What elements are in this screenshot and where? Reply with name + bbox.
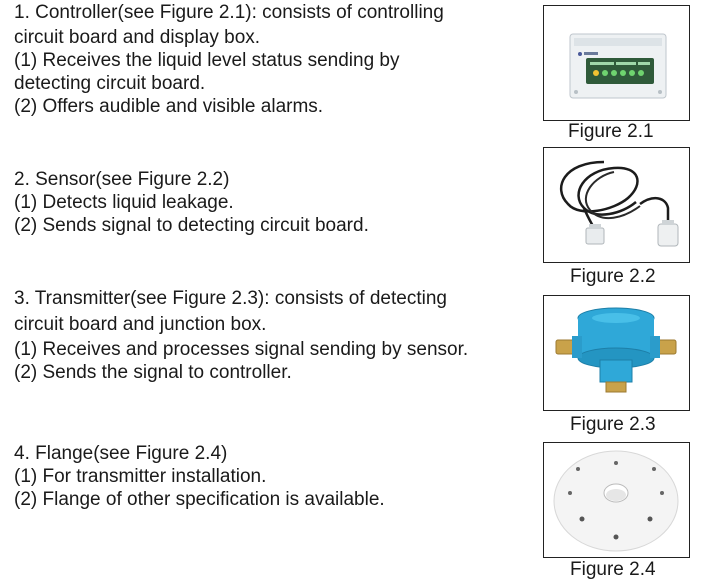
section-2-line-2: (1) Detects liquid leakage.	[14, 192, 234, 213]
figure-2-1-frame	[543, 5, 690, 121]
section-3-line-4: (2) Sends the signal to controller.	[14, 362, 292, 383]
section-1-line-2: circuit board and display box.	[14, 27, 261, 48]
figure-2-3-caption: Figure 2.3	[570, 414, 656, 435]
figure-2-3-frame	[543, 295, 690, 411]
section-1-line-1: 1. Controller(see Figure 2.1): consists of controlling	[14, 2, 444, 23]
section-2-line-3: (2) Sends signal to detecting circuit board.	[14, 215, 369, 236]
section-4-line-2: (1) For transmitter installation.	[14, 466, 267, 487]
section-4-line-1: 4. Flange(see Figure 2.4)	[14, 443, 228, 464]
section-3-line-3: (1) Receives and processes signal sending by sensor.	[14, 339, 469, 360]
figure-2-2-caption: Figure 2.2	[570, 266, 656, 287]
transmitter-image	[544, 296, 689, 410]
figure-2-4-caption: Figure 2.4	[570, 559, 656, 580]
flange-image	[544, 443, 689, 557]
figure-2-2-frame	[543, 147, 690, 263]
section-3-line-1: 3. Transmitter(see Figure 2.3): consists of detecting	[14, 288, 447, 309]
section-4-line-3: (2) Flange of other specification is available.	[14, 489, 385, 510]
controller-box-image	[544, 6, 689, 120]
section-3-line-2: circuit board and junction box.	[14, 314, 267, 335]
section-1-line-3: (1) Receives the liquid level status sending by	[14, 50, 400, 71]
section-1-line-4: detecting circuit board.	[14, 73, 206, 94]
section-2-line-1: 2. Sensor(see Figure 2.2)	[14, 169, 230, 190]
figure-2-4-frame	[543, 442, 690, 558]
sensor-probe-image	[544, 148, 689, 262]
section-1-line-5: (2) Offers audible and visible alarms.	[14, 96, 324, 117]
figure-2-1-caption: Figure 2.1	[568, 121, 654, 142]
